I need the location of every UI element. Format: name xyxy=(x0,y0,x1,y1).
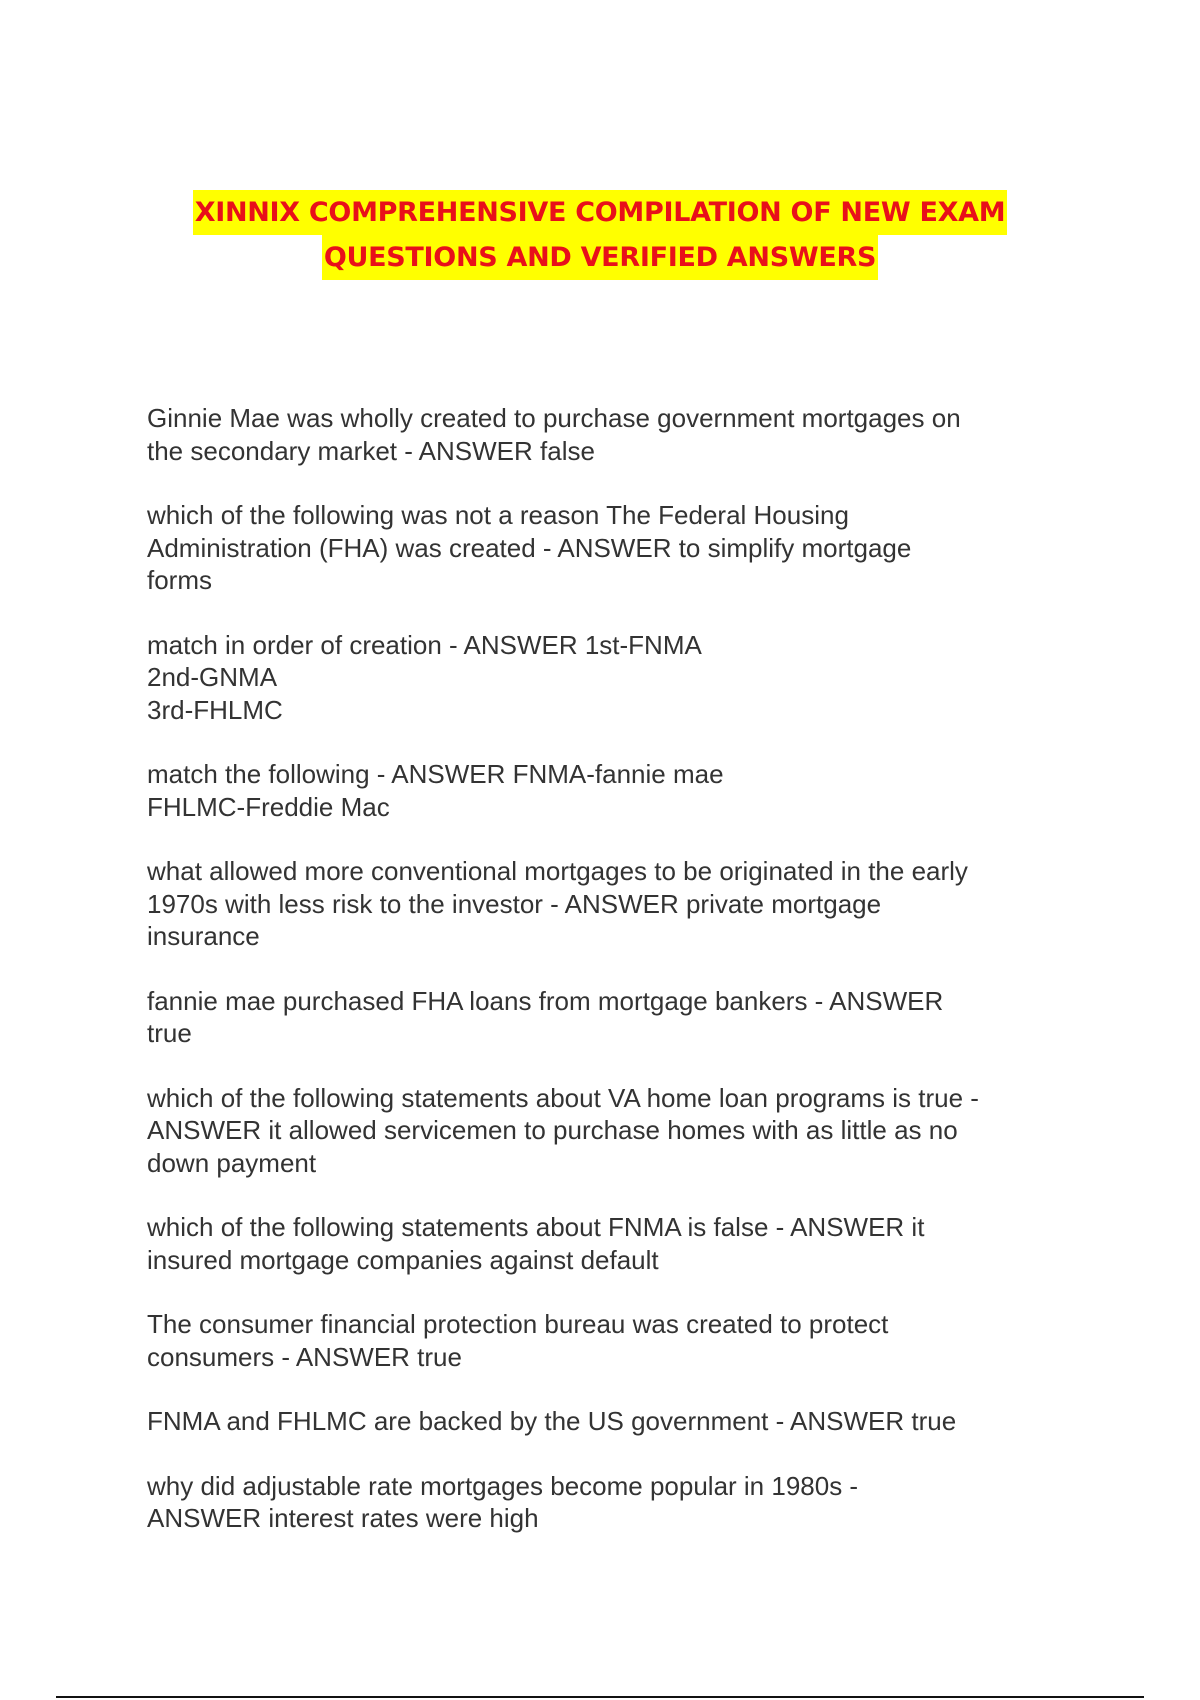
qa-item xyxy=(147,985,1067,1050)
qa-text: match in order of creation - ANSWER 1st-FNMA 2nd-GNMA 3rd-FHLMC xyxy=(147,629,702,725)
qa-text: The consumer financial protection bureau was created to protect consumers - ANSWER true xyxy=(147,1309,889,1372)
qa-list xyxy=(147,402,1067,1567)
qa-text: which of the following was not a reason The Federal Housing Administration (FHA) was created - ANSWER to simplify mortgage forms xyxy=(147,500,912,595)
qa-item xyxy=(147,402,1067,467)
qa-item xyxy=(147,1308,1067,1373)
qa-item xyxy=(147,855,1067,953)
qa-item xyxy=(147,499,1067,597)
title-line-2: QUESTIONS AND VERIFIED ANSWERS xyxy=(322,235,878,280)
qa-item xyxy=(147,1211,1067,1276)
qa-text: which of the following statements about VA home loan programs is true - ANSWER it allowed servicemen to purchase homes with as little as no down payment xyxy=(147,1082,979,1178)
qa-item xyxy=(147,758,1067,823)
document-title xyxy=(0,190,1200,280)
qa-item xyxy=(147,1082,1067,1180)
qa-text: FNMA and FHLMC are backed by the US government - ANSWER true xyxy=(147,1406,957,1436)
qa-text: Ginnie Mae was wholly created to purchase government mortgages on the secondary market - ANSWER false xyxy=(147,403,961,466)
qa-text: fannie mae purchased FHA loans from mortgage bankers - ANSWER true xyxy=(147,985,944,1048)
qa-text: which of the following statements about FNMA is false - ANSWER it insured mortgage companies against default xyxy=(147,1212,925,1275)
qa-text: match the following - ANSWER FNMA-fannie mae FHLMC-Freddie Mac xyxy=(147,759,724,822)
qa-item xyxy=(147,1405,1067,1438)
qa-text: what allowed more conventional mortgages to be originated in the early 1970s with less risk to the investor - ANSWER private mortgage insurance xyxy=(147,856,968,951)
qa-item xyxy=(147,1470,1067,1535)
title-line-1: XINNIX COMPREHENSIVE COMPILATION OF NEW EXAM xyxy=(193,190,1008,235)
qa-text: why did adjustable rate mortgages become popular in 1980s - ANSWER interest rates were high xyxy=(147,1470,859,1533)
qa-item xyxy=(147,629,1067,727)
footer-divider xyxy=(56,1696,1144,1698)
